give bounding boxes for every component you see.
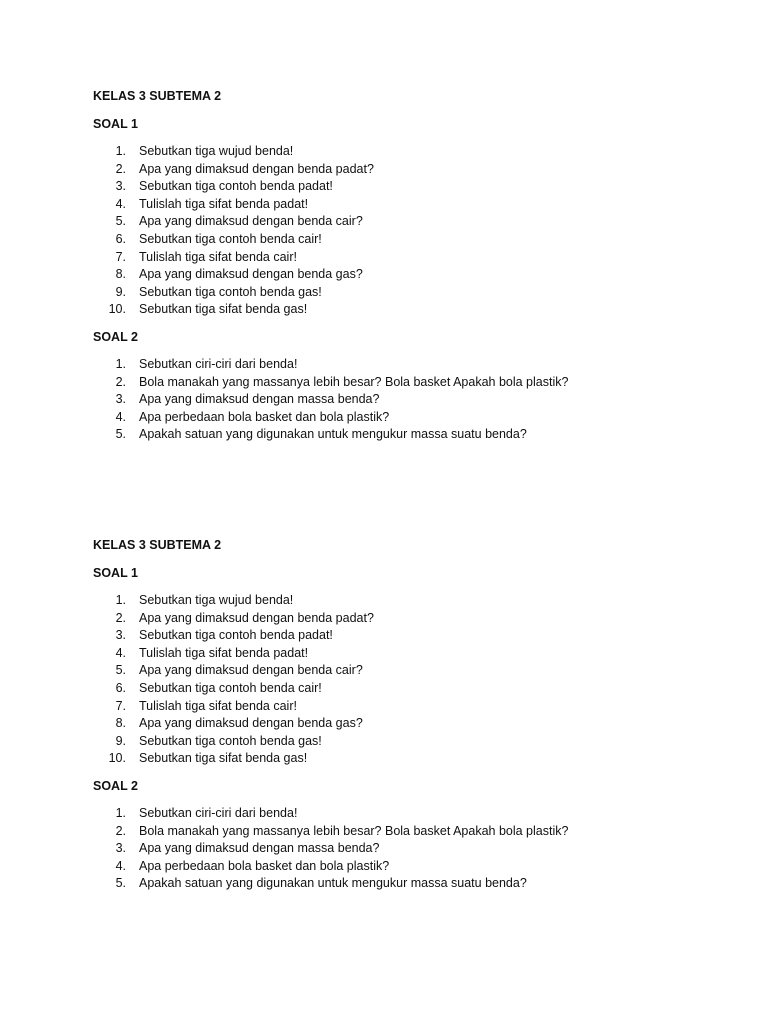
question-text: Sebutkan tiga contoh benda gas! bbox=[139, 733, 322, 748]
soal-1-heading: SOAL 1 bbox=[93, 566, 138, 580]
question-number: 1. bbox=[115, 356, 126, 371]
question-text: Sebutkan tiga contoh benda padat! bbox=[139, 628, 333, 643]
question-number: 3. bbox=[115, 628, 126, 643]
question-text: Tulislah tiga sifat benda padat! bbox=[139, 196, 309, 211]
question-item bbox=[93, 823, 693, 841]
question-number: 3. bbox=[115, 841, 126, 856]
question-text: Tulislah tiga sifat benda padat! bbox=[139, 645, 309, 660]
question-item bbox=[93, 733, 693, 751]
question-item bbox=[93, 391, 693, 409]
question-text: Sebutkan tiga sifat benda gas! bbox=[139, 302, 308, 317]
question-number: 2. bbox=[115, 610, 126, 625]
question-text: Apa perbedaan bola basket dan bola plastik? bbox=[139, 409, 390, 424]
question-item bbox=[93, 698, 693, 716]
question-number: 5. bbox=[115, 876, 126, 891]
question-item bbox=[93, 592, 693, 610]
soal-2-heading: SOAL 2 bbox=[93, 778, 138, 793]
question-number: 1. bbox=[115, 805, 126, 820]
question-item bbox=[93, 610, 693, 628]
question-text: Sebutkan tiga contoh benda cair! bbox=[139, 680, 322, 695]
soal-1-question-list bbox=[93, 143, 693, 319]
question-item bbox=[93, 143, 693, 161]
question-text: Sebutkan ciri-ciri dari benda! bbox=[139, 805, 298, 820]
question-number: 1. bbox=[115, 144, 126, 158]
question-text: Apa yang dimaksud dengan benda gas? bbox=[139, 267, 363, 282]
question-text: Bola manakah yang massanya lebih besar? Bola basket Apakah bola plastik? bbox=[139, 823, 569, 838]
question-item bbox=[93, 178, 693, 196]
question-item bbox=[93, 249, 693, 267]
question-number: 3. bbox=[115, 392, 126, 407]
question-number: 8. bbox=[115, 716, 126, 731]
question-item bbox=[93, 213, 693, 231]
question-number: 3. bbox=[115, 179, 126, 194]
question-item bbox=[93, 426, 693, 444]
question-number: 4. bbox=[115, 409, 126, 424]
question-number: 1. bbox=[115, 593, 126, 607]
question-number: 5. bbox=[115, 214, 126, 229]
question-item bbox=[93, 284, 693, 302]
question-text: Sebutkan tiga contoh benda cair! bbox=[139, 231, 322, 246]
question-number: 2. bbox=[115, 374, 126, 389]
question-text: Apa yang dimaksud dengan benda cair? bbox=[139, 663, 363, 678]
question-item bbox=[93, 161, 693, 179]
question-text: Apakah satuan yang digunakan untuk mengukur massa suatu benda? bbox=[139, 876, 527, 891]
question-number: 10. bbox=[108, 302, 126, 317]
question-text: Sebutkan tiga sifat benda gas! bbox=[139, 751, 308, 766]
question-item bbox=[93, 196, 693, 214]
question-number: 10. bbox=[108, 751, 126, 766]
question-text: Tulislah tiga sifat benda cair! bbox=[139, 249, 297, 264]
worksheet-block bbox=[93, 537, 693, 893]
question-number: 2. bbox=[115, 161, 126, 176]
question-number: 6. bbox=[115, 231, 126, 246]
question-number: 2. bbox=[115, 823, 126, 838]
worksheet-title: KELAS 3 SUBTEMA 2 bbox=[93, 89, 222, 103]
question-item bbox=[93, 645, 693, 663]
question-number: 7. bbox=[115, 698, 126, 713]
question-text: Sebutkan tiga wujud benda! bbox=[139, 144, 294, 158]
question-number: 4. bbox=[115, 645, 126, 660]
soal-2-question-list bbox=[93, 356, 693, 444]
question-number: 8. bbox=[115, 267, 126, 282]
question-text: Apa yang dimaksud dengan benda cair? bbox=[139, 214, 363, 229]
question-item bbox=[93, 374, 693, 392]
question-number: 4. bbox=[115, 196, 126, 211]
question-text: Sebutkan tiga wujud benda! bbox=[139, 593, 294, 607]
question-number: 9. bbox=[115, 284, 126, 299]
question-item bbox=[93, 662, 693, 680]
question-number: 5. bbox=[115, 427, 126, 442]
question-text: Apa yang dimaksud dengan massa benda? bbox=[139, 392, 380, 407]
question-item bbox=[93, 715, 693, 733]
question-number: 9. bbox=[115, 733, 126, 748]
question-number: 5. bbox=[115, 663, 126, 678]
question-text: Apa yang dimaksud dengan benda padat? bbox=[139, 161, 374, 176]
question-text: Apa perbedaan bola basket dan bola plastik? bbox=[139, 858, 390, 873]
worksheet-title: KELAS 3 SUBTEMA 2 bbox=[93, 538, 222, 552]
question-text: Sebutkan tiga contoh benda padat! bbox=[139, 179, 333, 194]
question-text: Sebutkan ciri-ciri dari benda! bbox=[139, 356, 298, 371]
question-text: Apakah satuan yang digunakan untuk mengukur massa suatu benda? bbox=[139, 427, 527, 442]
question-text: Bola manakah yang massanya lebih besar? Bola basket Apakah bola plastik? bbox=[139, 374, 569, 389]
question-item bbox=[93, 680, 693, 698]
question-item bbox=[93, 301, 693, 319]
question-item bbox=[93, 266, 693, 284]
question-item bbox=[93, 805, 693, 823]
question-text: Apa yang dimaksud dengan massa benda? bbox=[139, 841, 380, 856]
question-text: Tulislah tiga sifat benda cair! bbox=[139, 698, 297, 713]
question-item bbox=[93, 858, 693, 876]
question-number: 4. bbox=[115, 858, 126, 873]
soal-2-heading: SOAL 2 bbox=[93, 329, 138, 344]
question-item bbox=[93, 356, 693, 374]
worksheet-block bbox=[93, 88, 693, 444]
soal-2-question-list bbox=[93, 805, 693, 893]
soal-1-question-list bbox=[93, 592, 693, 768]
soal-1-heading: SOAL 1 bbox=[93, 117, 138, 131]
question-text: Sebutkan tiga contoh benda gas! bbox=[139, 284, 322, 299]
question-item bbox=[93, 627, 693, 645]
question-item bbox=[93, 875, 693, 893]
question-text: Apa yang dimaksud dengan benda gas? bbox=[139, 716, 363, 731]
question-number: 7. bbox=[115, 249, 126, 264]
question-item bbox=[93, 231, 693, 249]
question-text: Apa yang dimaksud dengan benda padat? bbox=[139, 610, 374, 625]
question-number: 6. bbox=[115, 680, 126, 695]
question-item bbox=[93, 750, 693, 768]
question-item bbox=[93, 409, 693, 427]
question-item bbox=[93, 840, 693, 858]
